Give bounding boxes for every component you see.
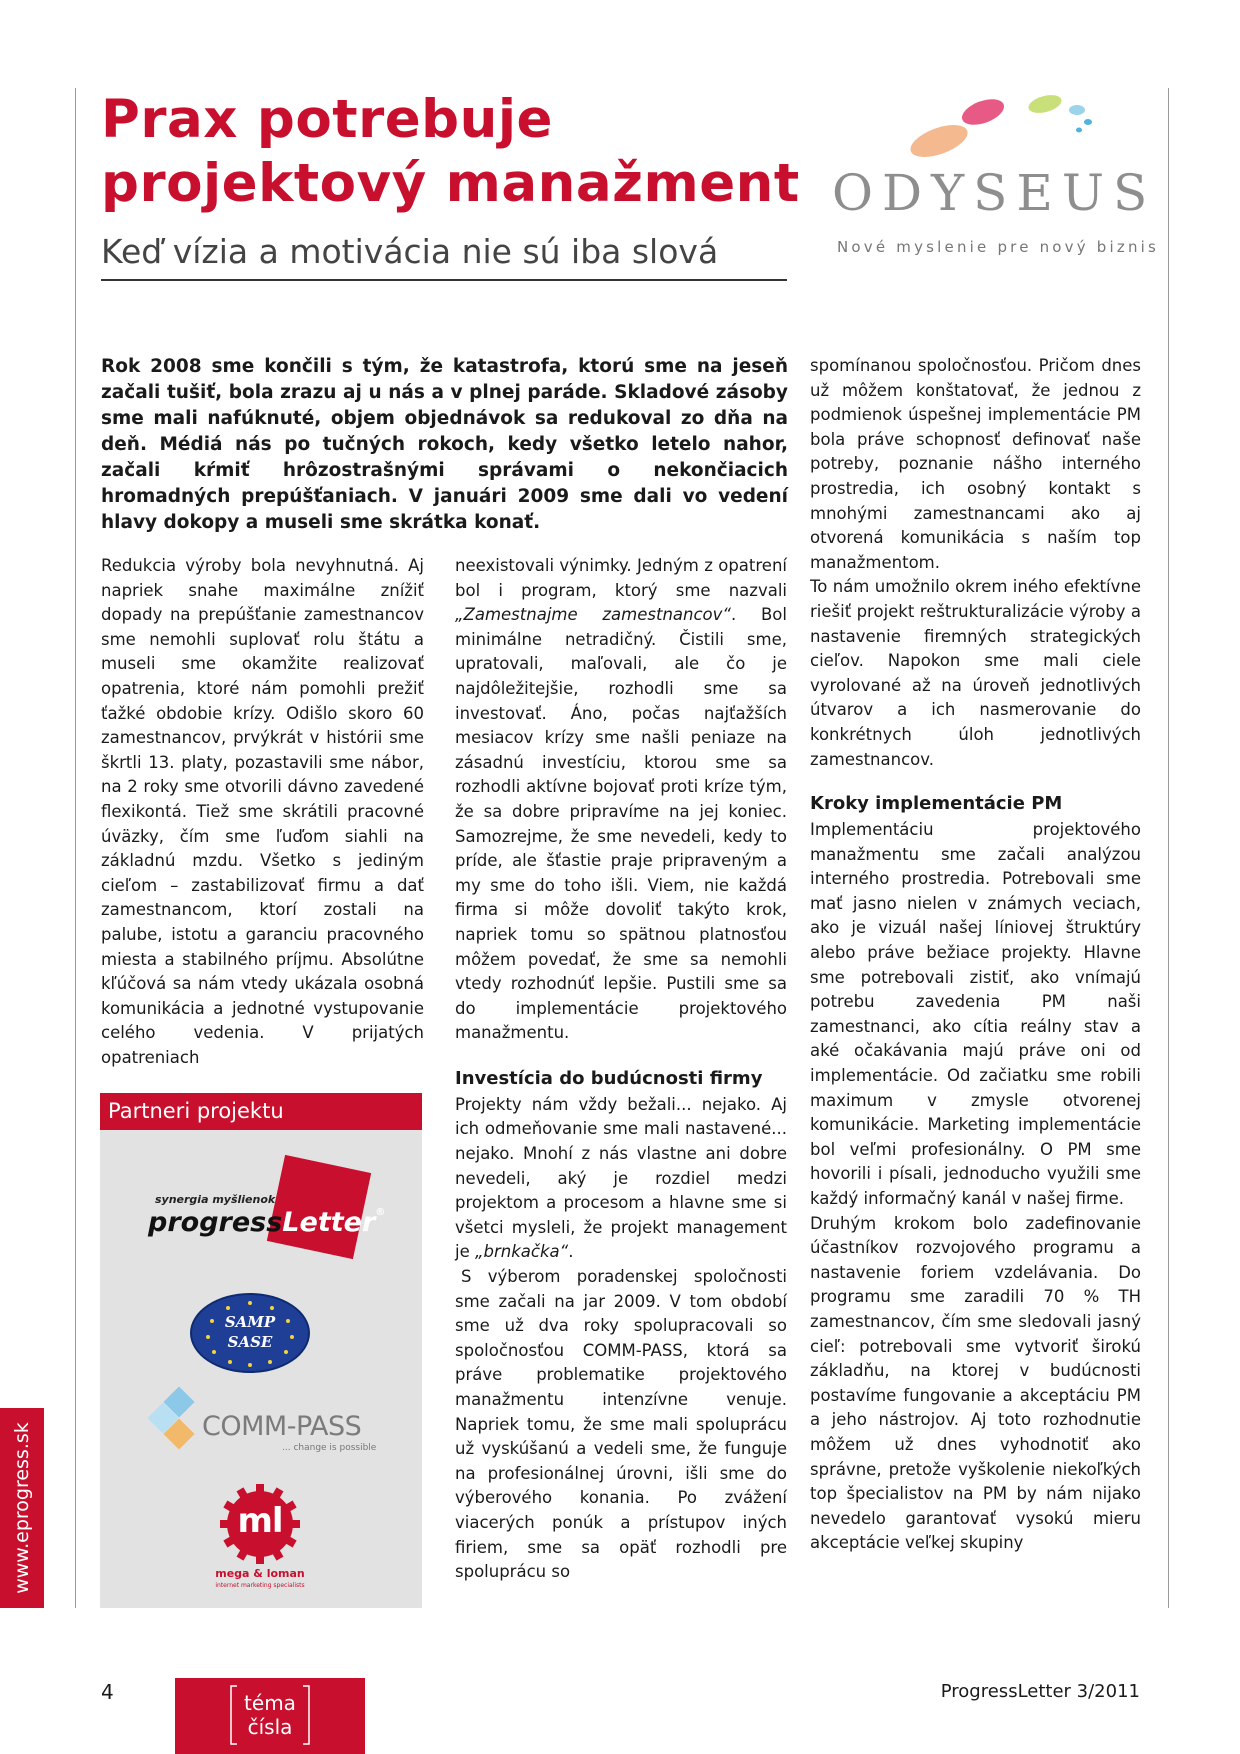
col2-p1-text-a: neexistovali výnimky. Jedným z opatrení bol i program, ktorý sme nazvali xyxy=(455,556,787,600)
progressletter-wordmark xyxy=(148,1207,385,1238)
logo-petal-green xyxy=(1027,92,1064,116)
col2-paragraph-3: S výberom poradenskej spoločnosti sme začali na jar 2009. V tom období sme už dva roky spolupracovali so spoločnosťou COMM-PASS, ktorá sa práve problematike projektového manažmentu intenzívne venuje. Napriek tomu, že sme mali spoluprácu už vyskúšanú a vedeli sme, že funguje na profesionálnej úrovni, išli sme do výberového konania. Po zvážení viacerých ponúk a prístupov iných firiem, sme sa opäť rozhodli pre spoluprácu so xyxy=(455,1267,787,1582)
mega-loman-tagline: internet marketing specialists xyxy=(215,1582,305,1589)
progressletter-registered: ® xyxy=(375,1207,386,1218)
logo-wordmark: ODYSEUS xyxy=(832,164,1157,222)
progressletter-word-progress: progress xyxy=(148,1207,283,1238)
col2-paragraph-2 xyxy=(455,1093,787,1265)
col2-heading: Investícia do budúcnosti firmy xyxy=(455,1067,763,1089)
page-title xyxy=(101,88,801,216)
col1-paragraph-1: Redukcia výroby bola nevyhnutná. Aj napriek snahe maximálne znížiť dopady na prepúšťanie zamestnancov sme nemohli suplovať rolu štátu a museli sme okamžite realizovať opatrenia, ktoré nám pomohli prežiť ťažké obdobie krízy. Odišlo skoro 60 zamestnancov, prvýkrát v histórii sme škrtli 13. platy, pozastavili sme nábor, na 2 roky sme otvorili dávno zavedené flexikontá. Tiež sme skrátili pracovné úväzky, čím sme ľuďom siahli na základnú mzdu. Všetko s jediným cieľom – zastabilizovať firmu a dať zamestnancom, ktorí zostali na palube, istotu a garanciu pracovného miesta a stabilného príjmu. Absolútne kľúčová sa nám vtedy ukázala osobná komunikácia a jednotné vystupovanie celého vedenia. V prijatých opatreniach xyxy=(101,556,424,1067)
column-2 xyxy=(455,554,787,1585)
mega-loman-name: mega & loman xyxy=(215,1567,305,1580)
mega-loman-logo xyxy=(190,1483,330,1598)
samp-sase-logo xyxy=(190,1293,310,1373)
side-url-text: www.eprogress.sk xyxy=(11,1422,33,1594)
col3-paragraph-4: Druhým krokom bolo zadefinovanie účastníkov rozvojového programu a nastavenie foriem vzdelávania. Do programu sme zaradili 70 % TH zamestnancov, čím sme sledovali jasný cieľ: potrebovali sme vytvoriť širokú základňu, na ktorej v budúcnosti postavíme fungovanie a akceptáciu PM a jeho nástrojov. Aj toto rozhodnutie môžem už dnes vyhodnotiť ako správne, pretože vyškolenie niekoľkých top špecialistov na PM by nám nijako nevedelo garantovať vysokú mieru akceptácie veľkej skupiny xyxy=(810,1213,1141,1553)
logo-tagline: Nové myslenie pre nový biznis xyxy=(837,238,1160,256)
logo-dot-1 xyxy=(1069,105,1085,115)
progressletter-word-letter: Letter xyxy=(282,1207,376,1238)
title-line-1: Prax potrebuje xyxy=(101,89,553,150)
logo-petals-icon xyxy=(832,86,1162,176)
right-page-rule xyxy=(1168,88,1169,1608)
col2-p1-program-name: „Zamestnajme zamestnancov“ xyxy=(455,605,731,625)
col3-paragraph-3: Implementáciu projektového manažmentu sme začali analýzou interného prostredia. Potrebovali sme mať jasno nielen v známych veciach, ako je vizuál našej líniovej štruktúry alebo práve bežiace projekty. Hlavne sme potrebovali zistiť, ako vnímajú potrebu zavedenia PM naši zamestnanci, ako cítia reálny stav a aké očakávania majú práve oni od implementácie. Od začiatku sme robili maximum v zmysle otvorenej komunikácie. Marketing implementácie bol veľmi profesionálny. O PM sme hovorili i písali, jednoducho využili sme každý informačný kanál v našej firme. xyxy=(810,820,1141,1208)
logo-petal-orange xyxy=(906,119,971,164)
mega-loman-mark: ml xyxy=(237,1501,283,1541)
col2-p2-text-b: . xyxy=(568,1242,574,1262)
comm-pass-tagline: ... change is possible xyxy=(282,1443,377,1453)
comm-pass-logo xyxy=(140,1383,400,1473)
page-number: 4 xyxy=(101,1680,114,1704)
left-page-rule xyxy=(75,88,76,1608)
samp-line-2: SASE xyxy=(227,1333,273,1351)
issue-label: ProgressLetter 3/2011 xyxy=(940,1681,1140,1702)
progressletter-tagline: synergia myšlienok xyxy=(155,1193,276,1206)
tema-cisla-badge xyxy=(175,1678,365,1754)
partners-title: Partneri projektu xyxy=(100,1093,422,1130)
article-header xyxy=(101,88,801,216)
logo-petal-pink xyxy=(959,94,1008,130)
col3-paragraph-2: To nám umožnilo okrem iného efektívne riešiť projekt reštrukturalizácie výroby a nastavenie firemných strategických cieľov. Napokon sme mali ciele vyrolované až na úroveň jednotlivých útvarov a ich nasmerovanie do konkrétnych úloh jednotlivých zamestnancov. xyxy=(810,577,1141,769)
col2-p2-text-a: Projekty nám vždy bežali... nejako. Aj ich odmeňovanie sme mali nastavené... nejako. Mnohí z nás vlastne ani dobre nevedeli, aký je rozdiel medzi projektom a procesom a hlavne sme si všetci mysleli, že projekt management je xyxy=(455,1094,787,1262)
tema-line-1: téma xyxy=(244,1691,296,1715)
odyseus-logo xyxy=(832,86,1162,266)
col3-paragraph-1: spomínanou spoločnosťou. Pričom dnes už môžem konštatovať, že jednou z podmienok úspešnej implementácie PM bola práve schopnosť definovať naše potreby, poznanie nášho interného prostredia, ich osobný kontakt s mnohými zamestnancami ako aj otvorená komunikácia s naším top manažmentom. xyxy=(810,356,1141,572)
lead-paragraph: Rok 2008 sme končili s tým, že katastrofa, ktorú sme na jeseň začali tušiť, bola zrazu aj u nás a v plnej paráde. Skladové zásoby sme mali nafúknuté, objem objednávok sa redukoval zo dňa na deň. Médiá nás po tučných rokoch, kedy všetko letelo nahor, začali kŕmiť hrôzostrašnými správami o nekončiacich hromadných prepúšťaniach. V januári 2009 sme dali vo vedení hlavy dokopy a museli sme skrátka konať. xyxy=(101,356,788,533)
subtitle-rule xyxy=(101,279,787,281)
partners-box xyxy=(100,1093,422,1608)
page-subtitle: Keď vízia a motivácia nie sú iba slová xyxy=(101,232,719,271)
progressletter-logo xyxy=(140,1161,390,1271)
tema-line-2: čísla xyxy=(247,1715,293,1739)
col2-p2-quote: „brnkačka“ xyxy=(474,1242,569,1262)
side-url-tab xyxy=(0,1408,44,1608)
col2-paragraph-1 xyxy=(455,554,787,1046)
col2-p1-text-b: . Bol minimálne netradičný. Čistili sme, upratovali, maľovali, ale čo je najdôležitejšie, rozhodli sme sa investovať. Áno, počas najťažších mesiacov krízy sme našli peniaze na zásadnú investíciu, ktorou sme sa rozhodli aktívne bojovať proti kríze tým, že sa dobre pripravíme na jej koniec. Samozrejme, že sme nevedeli, kedy to príde, ale šťastie praje pripraveným a my sme do toho išli. Viem, nie každá firma si môže dovoliť takýto krok, napriek tomu so spätnou platnosťou môžem povedať, že sme sa nemohli vtedy rozhodnúť lepšie. Pustili sme sa do implementácie projektového manažmentu. xyxy=(455,605,787,1043)
col3-heading: Kroky implementácie PM xyxy=(810,793,1063,815)
title-line-2: projektový manažment xyxy=(101,153,800,214)
comm-pass-wordmark: COMM-PASS xyxy=(202,1411,362,1442)
column-1 xyxy=(101,554,424,1070)
logo-dot-3 xyxy=(1076,128,1082,133)
samp-line-1: SAMP xyxy=(224,1313,276,1331)
column-3 xyxy=(810,354,1141,1556)
logo-dot-2 xyxy=(1084,119,1092,125)
